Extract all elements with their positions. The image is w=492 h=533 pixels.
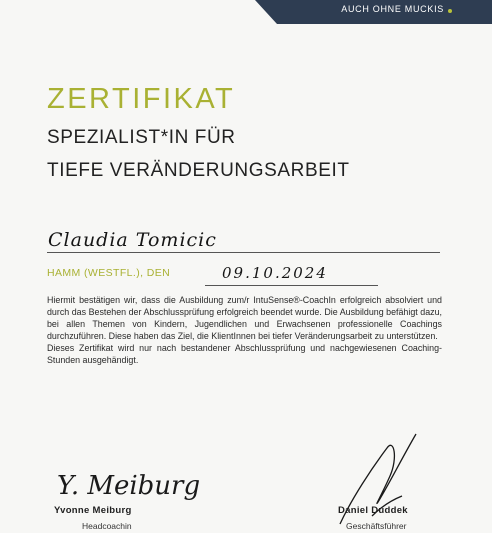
place-label: HAMM (WESTFL.), DEN xyxy=(47,267,171,279)
body-paragraph-2: Dieses Zertifikat wird nur nach bestandener Abschlussprüfung und nachgewiesenen Coaching-Stunden ausgehändigt. xyxy=(47,343,442,366)
name-underline xyxy=(47,252,440,253)
left-signatory-role: Headcoachin xyxy=(82,521,132,531)
certificate-subtitle-line2: TIEFE VERÄNDERUNGSARBEIT xyxy=(47,160,350,181)
certificate-date: 09.10.2024 xyxy=(222,264,328,282)
left-signature-handwriting: Y. Meiburg xyxy=(57,471,201,501)
banner-dot-icon xyxy=(448,9,452,13)
header-banner xyxy=(255,0,492,24)
left-signature-scribble xyxy=(55,458,201,510)
right-signatory-name: Daniel Duddek xyxy=(338,505,408,516)
banner-tagline: AUCH OHNE MUCKIS xyxy=(341,4,444,14)
recipient-name: Claudia Tomicic xyxy=(48,229,217,251)
right-signatory-role: Geschäftsführer xyxy=(346,521,407,531)
certificate-title: ZERTIFIKAT xyxy=(47,83,236,115)
left-signatory-name: Yvonne Meiburg xyxy=(54,505,132,516)
certificate-body xyxy=(47,294,442,367)
certificate-subtitle-line1: SPEZIALIST*IN FÜR xyxy=(47,127,236,148)
date-underline xyxy=(205,285,378,286)
body-paragraph-1: Hiermit bestätigen wir, dass die Ausbildung zum/r IntuSense®-CoachIn erfolgreich absolviert und durch das Bestehen der Abschlussprüfung erfolgreich beendet wurde. Die Ausbildung befähigt dazu, bei allen Themen von Kindern, Jugendlichen und Erwachsenen professionelle Coachings durchzuführen. Diese haben das Ziel, die KlientInnen bei tiefer Veränderungsarbeit zu unterstützen. xyxy=(47,295,442,342)
